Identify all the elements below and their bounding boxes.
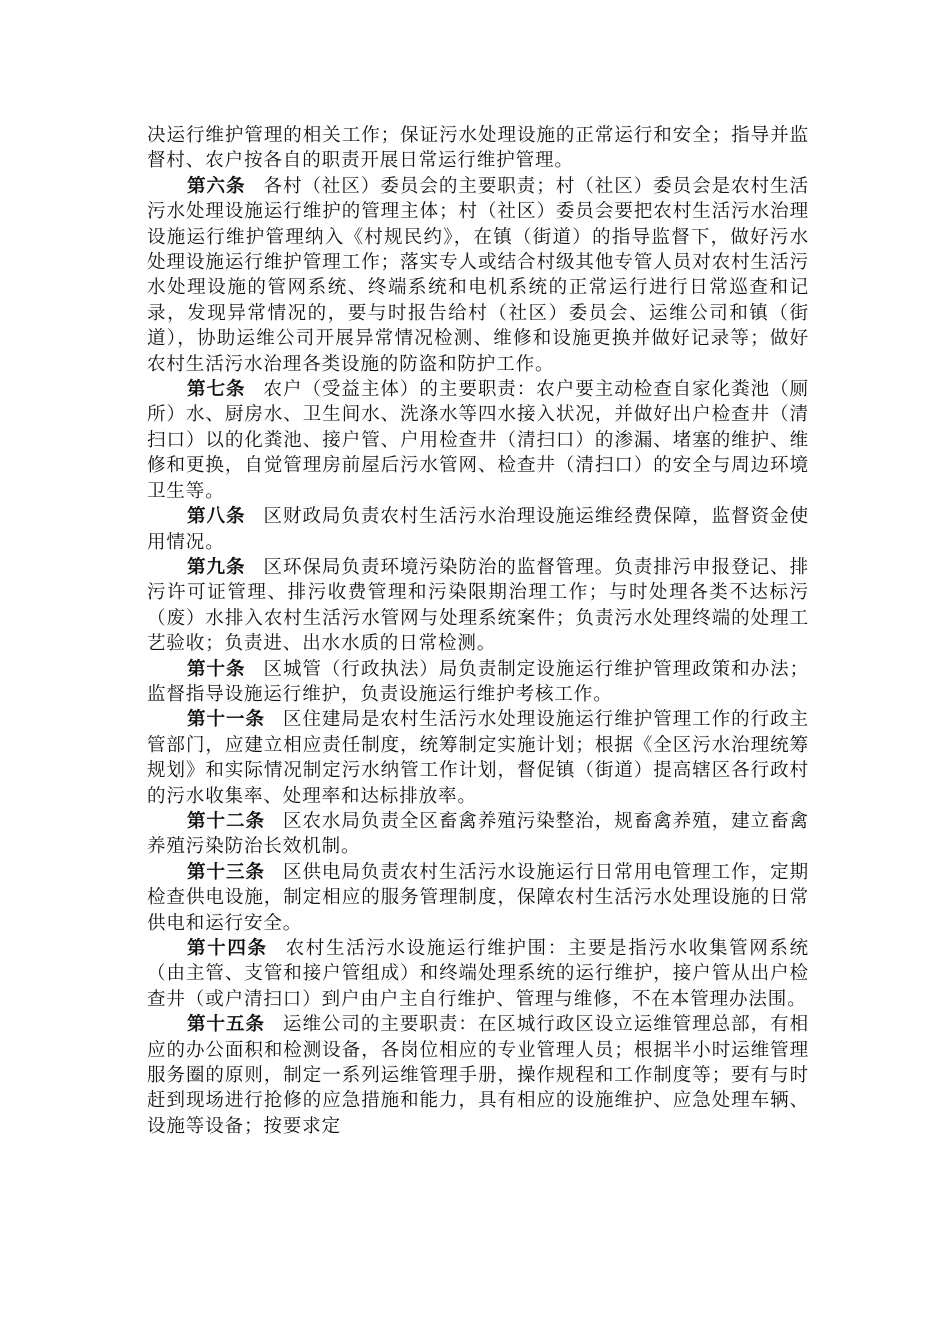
article-heading: 第十二条 [187,810,265,832]
document-body [147,123,809,1139]
paragraph-article-10 [147,657,809,708]
article-heading: 第十五条 [187,1014,265,1036]
paragraph-text: 区环保局负责环境污染防治的监督管理。负责排污申报登记、排污许可证管理、排污收费管理和污染限期治理工作；与时处理各类不达标污（废）水排入农村生活污水管网与处理系统案件；负责污水处理终端的处理工艺验收；负责进、出水水质的日常检测。 [147,556,810,655]
paragraph-article-8 [147,504,809,555]
article-heading: 第八条 [187,506,246,528]
paragraph-article-13 [147,860,809,936]
paragraph-article-11 [147,707,809,809]
paragraph-article-14 [147,936,809,1012]
article-heading: 第六条 [187,175,246,197]
paragraph-text: 区财政局负责农村生活污水治理设施运维经费保障，监督资金使用情况。 [147,506,810,553]
paragraph-article-15 [147,1012,809,1139]
paragraph-article-6 [147,174,809,377]
paragraph-text: 农村生活污水设施运行维护围：主要是指污水收集管网系统（由主管、支管和接户管组成）和终端处理系统的运行维护，接户管从出户检查井（或户清扫口）到户由户主自行维护、管理与维修，不在本管理办法围。 [147,938,809,1010]
paragraph-text: 农户（受益主体）的主要职责：农户要主动检查自家化粪池（厕所）水、厨房水、卫生间水、洗涤水等四水接入状况，并做好出户检查井（清扫口）以的化粪池、接户管、户用检查井（清扫口）的渗漏、堵塞的维护、维修和更换，自觉管理房前屋后污水管网、检查井（清扫口）的安全与周边环境卫生等。 [147,379,810,502]
paragraph-text: 区农水局负责全区畜禽养殖污染整治，规畜禽养殖，建立畜禽养殖污染防治长效机制。 [147,810,809,858]
paragraph-text: 区供电局负责农村生活污水设施运行日常用电管理工作，定期检查供电设施，制定相应的服务管理制度，保障农村生活污水处理设施的日常供电和运行安全。 [147,861,809,934]
paragraph-article-12 [147,809,809,860]
paragraph-text: 决运行维护管理的相关工作；保证污水处理设施的正常运行和安全；指导并监督村、农户按各自的职责开展日常运行维护管理。 [147,125,809,172]
article-heading: 第十四条 [187,938,268,959]
paragraph-text: 区城管（行政执法）局负责制定设施运行维护管理政策和办法；监督指导设施运行维护，负责设施运行维护考核工作。 [147,658,810,705]
paragraph-article-7 [147,377,809,504]
paragraph-text: 区住建局是农村生活污水处理设施运行维护管理工作的行政主管部门，应建立相应责任制度，统筹制定实施计划；根据《全区污水治理统筹规划》和实际情况制定污水纳管工作计划，督促镇（街道）提高辖区各行政村的污水收集率、处理率和达标排放率。 [147,709,809,807]
article-heading: 第九条 [187,556,246,578]
paragraph-0 [147,123,809,174]
article-heading: 第十三条 [187,861,265,883]
article-heading: 第十条 [187,658,246,680]
article-heading: 第七条 [187,379,246,401]
article-heading: 第十一条 [187,709,265,731]
paragraph-text: 运维公司的主要职责：在区城行政区设立运维管理总部，有相应的办公面积和检测设备，各岗位相应的专业管理人员；根据半小时运维管理服务圈的原则，制定一系列运维管理手册，操作规程和工作制度等；要有与时赶到现场进行抢修的应急措施和能力，具有相应的设施维护、应急处理车辆、设施等设备；按要求定 [147,1014,809,1137]
paragraph-article-9 [147,555,809,657]
paragraph-text: 各村（社区）委员会的主要职责；村（社区）委员会是农村生活污水处理设施运行维护的管理主体；村（社区）委员会要把农村生活污水治理设施运行维护管理纳入《村规民约》，在镇（街道）的指导监督下，做好污水处理设施运行维护管理工作；落实专人或结合村级其他专管人员对农村生活污水处理设施的管网系统、终端系统和电机系统的正常运行进行日常巡查和记录，发现异常情况的，要与时报告给村（社区）委员会、运维公司和镇（街道），协助运维公司开展异常情况检测、维修和设施更换并做好记录等；做好农村生活污水治理各类设施的防盗和防护工作。 [147,175,810,375]
